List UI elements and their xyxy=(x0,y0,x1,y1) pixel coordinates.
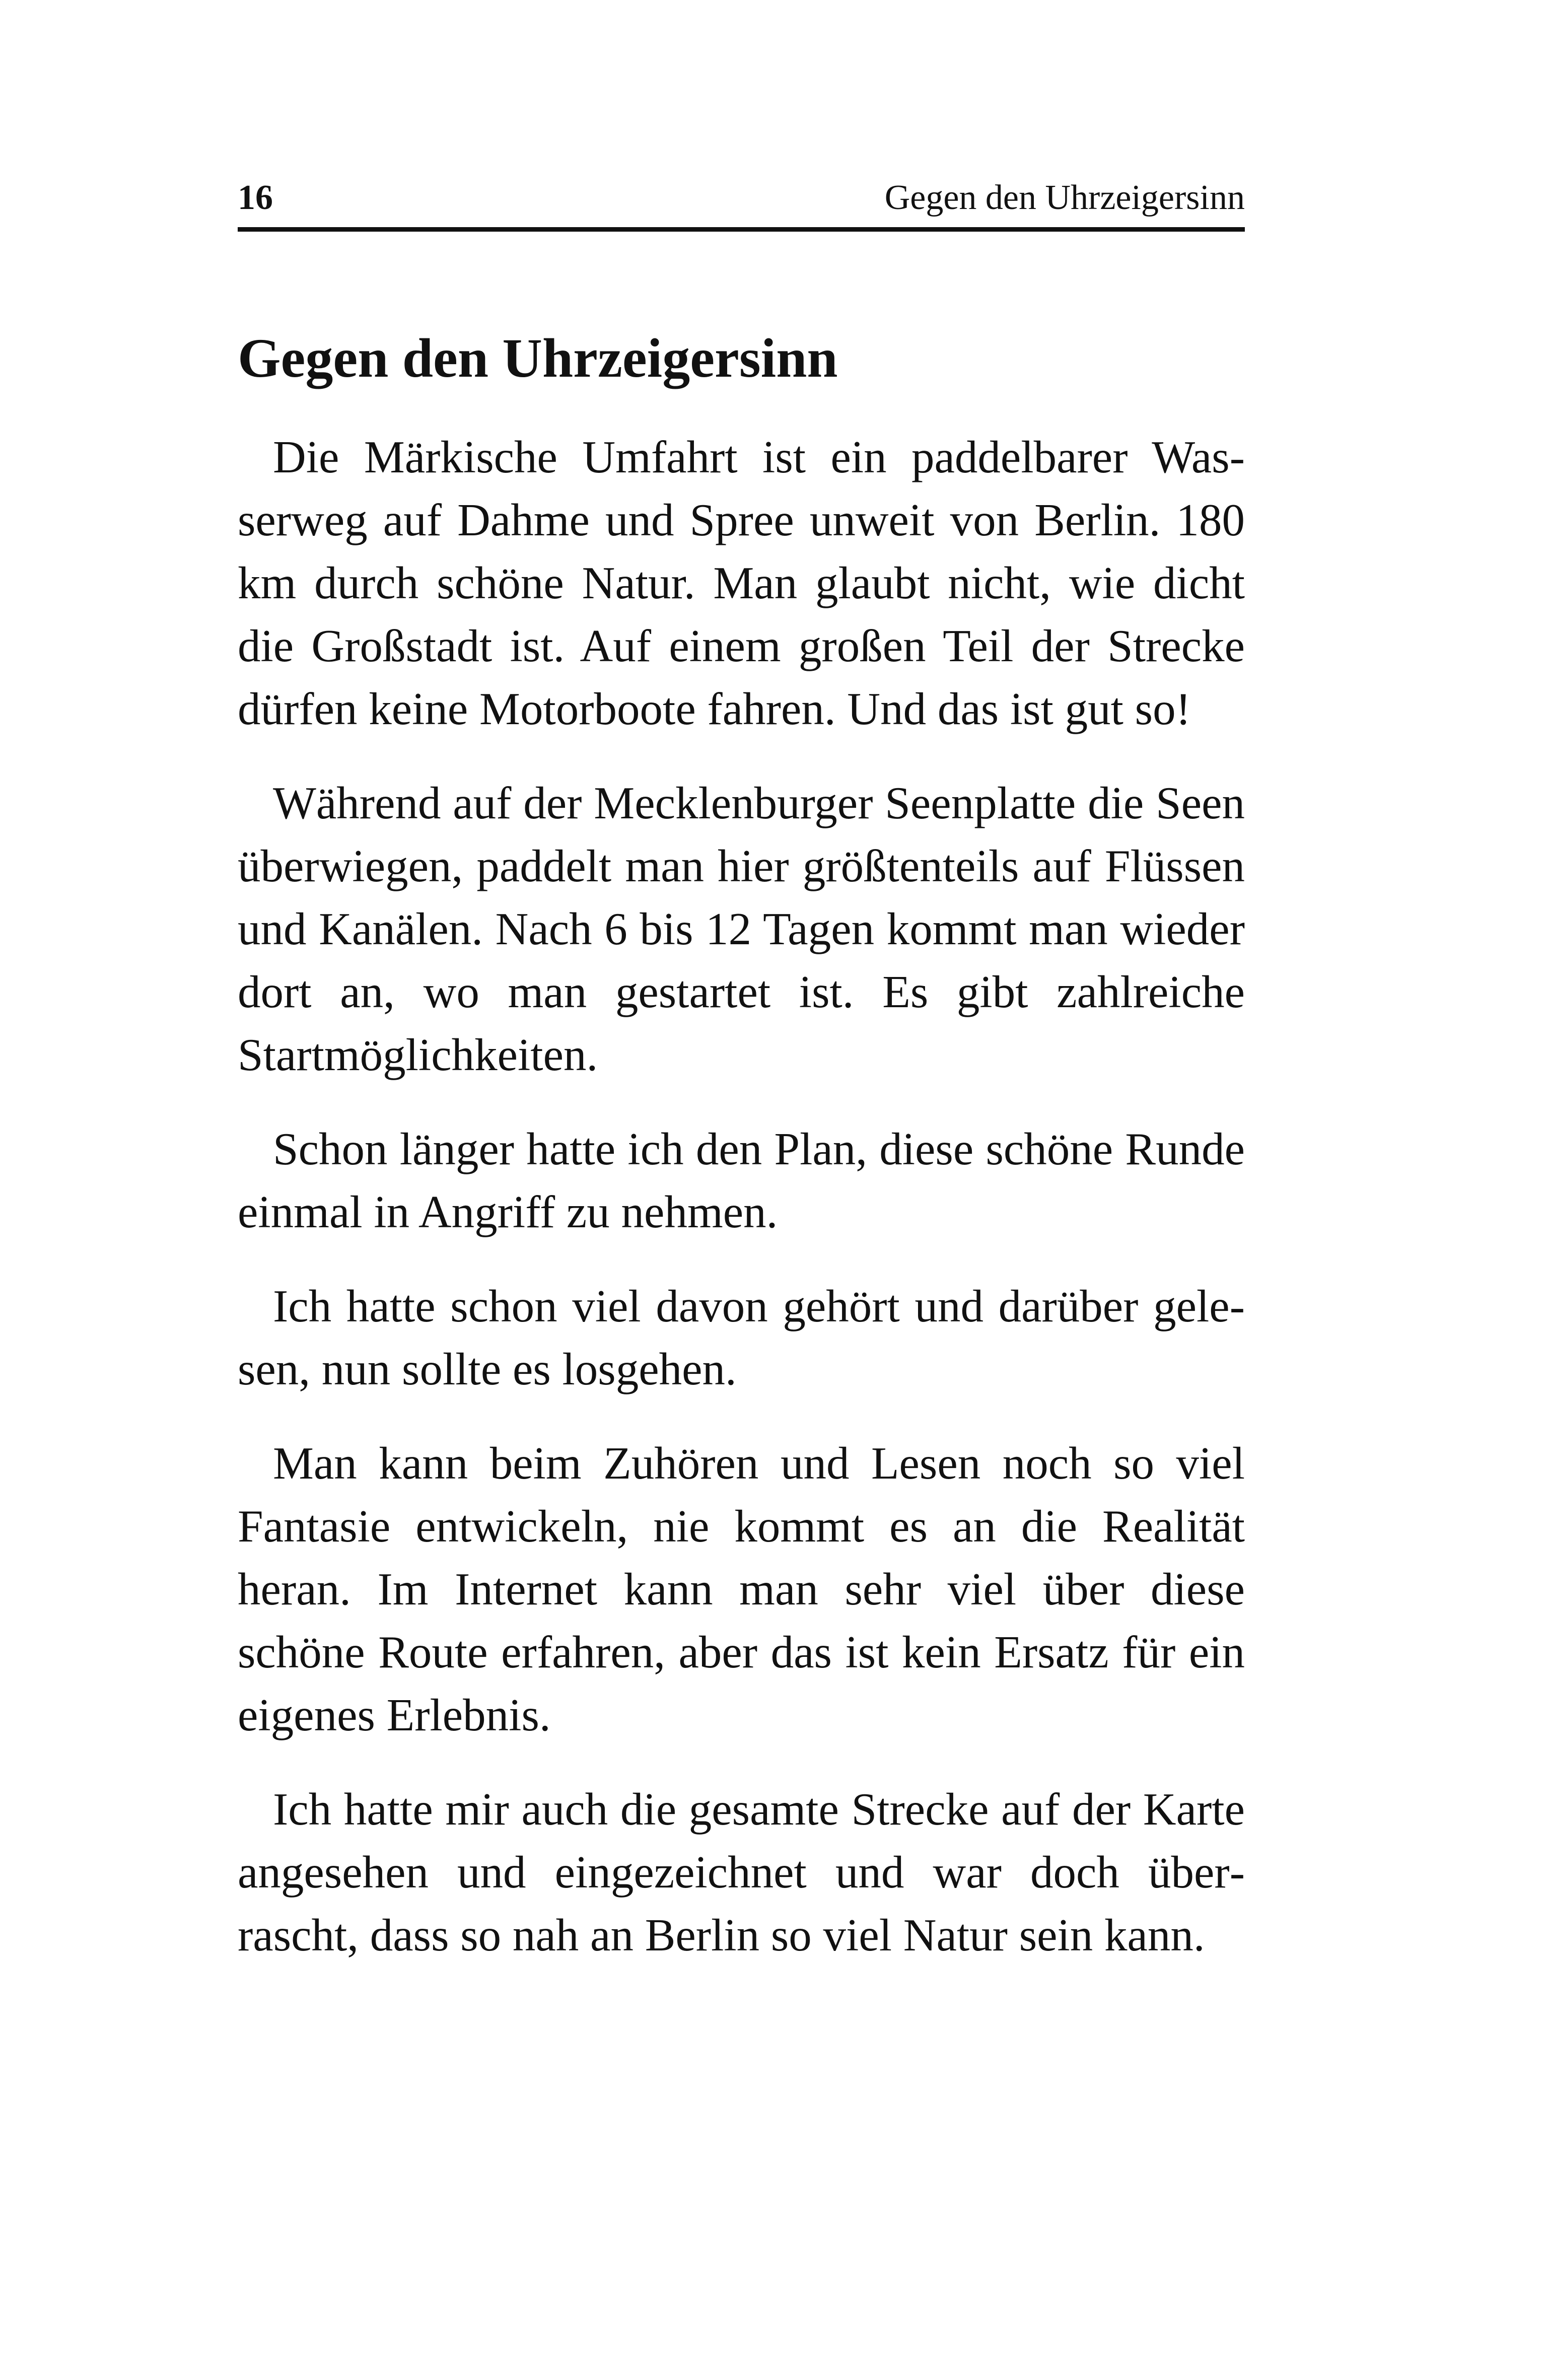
running-head-title: Gegen den Uhrzeigersinn xyxy=(884,178,1245,217)
chapter-title: Gegen den Uhrzeigersinn xyxy=(238,327,838,389)
chapter-body xyxy=(238,327,1245,1998)
paragraph: Man kann beim Zuhören und Lesen noch so viel Fantasie entwickeln, nie kommt es an die Realität heran. Im Internet kann man sehr viel über diese schöne Route erfahren, aber das ist kein Ersatz für ein eigenes Erlebnis. xyxy=(238,1438,1245,1741)
page-number: 16 xyxy=(238,178,273,217)
paragraph: Schon länger hatte ich den Plan, diese schöne Runde einmal in Angriff zu nehmen. xyxy=(238,1124,1245,1238)
paragraph: Ich hatte mir auch die gesamte Strecke auf der Karte angesehen und eingezeichnet und war doch überrascht, dass so nah an Berlin so viel Natur sein kann. xyxy=(238,1784,1245,1961)
running-head xyxy=(238,171,1245,232)
paragraph: Die Märkische Umfahrt ist ein paddelbarer Wasserweg auf Dahme und Spree unweit von Berlin. 180 km durch schöne Natur. Man glaubt nicht, wie dicht die Großstadt ist. Auf einem großen Teil der Strecke dürfen keine Motorboote fahren. Und das ist gut so! xyxy=(238,432,1245,735)
paragraph: Ich hatte schon viel davon gehört und darüber gelesen, nun sollte es losgehen. xyxy=(238,1281,1245,1395)
paragraph: Während auf der Mecklenburger Seenplatte die Seen überwiegen, paddelt man hier größtenteils auf Flüssen und Kanälen. Nach 6 bis 12 Tagen kommt man wieder dort an, wo man gestartet ist. Es gibt zahlreiche Startmöglichkeiten. xyxy=(238,778,1245,1081)
